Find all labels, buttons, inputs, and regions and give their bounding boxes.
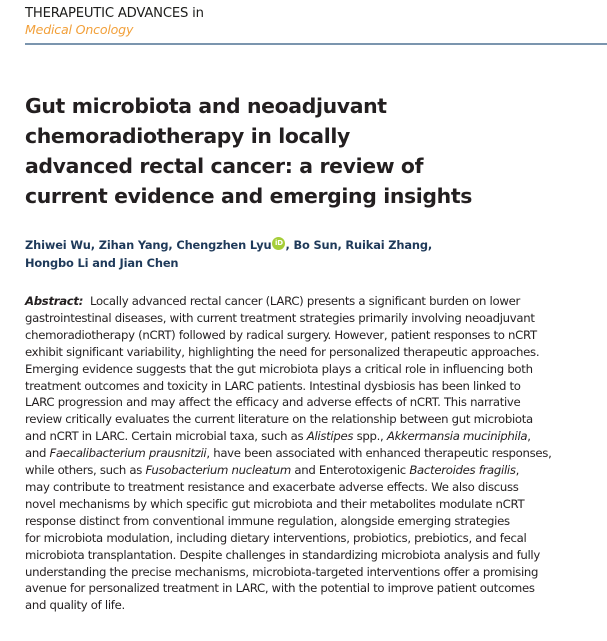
journal-subtitle: Medical Oncology	[25, 22, 134, 37]
abstract-line: Emerging evidence suggests that the gut microbiota plays a critical role in influencing both	[25, 361, 533, 376]
abstract-text: spp.,	[353, 429, 387, 444]
article-title	[25, 91, 585, 211]
abstract-line: may contribute to treatment resistance and exacerbate adverse effects. We also discuss	[25, 479, 519, 494]
author-list	[25, 236, 585, 272]
title-line: chemoradiotherapy in locally	[25, 124, 350, 148]
abstract-line	[25, 293, 605, 310]
taxon-name: Akkermansia muciniphila	[386, 429, 528, 444]
abstract-label: Abstract:	[25, 294, 84, 308]
title-line: current evidence and emerging insights	[25, 184, 473, 208]
taxon-name: Alistipes	[306, 429, 354, 444]
abstract-line: review critically evaluates the current literature on the relationship between gut microbiota	[25, 412, 533, 427]
abstract-line: chemoradiotherapy (nCRT) followed by radical surgery. However, patient responses to nCRT	[25, 327, 537, 342]
abstract-line: and quality of life.	[25, 598, 125, 613]
abstract-line: treatment outcomes and toxicity in LARC patients. Intestinal dysbiosis has been linked to	[25, 378, 521, 393]
abstract-text: , have been associated with enhanced therapeutic responses,	[206, 446, 552, 461]
abstract-text: and	[25, 446, 50, 461]
journal-header	[25, 6, 204, 38]
abstract-line: LARC progression and may affect the efficacy and adverse effects of nCRT. This narrative	[25, 395, 521, 410]
abstract-text: and Enterotoxigenic	[291, 463, 410, 478]
abstract	[25, 293, 605, 614]
abstract-line: response distinct from conventional immune regulation, alongside emerging strategies	[25, 513, 510, 528]
orcid-icon[interactable]: iD	[272, 237, 285, 250]
author-names: Zhiwei Wu, Zihan Yang, Chengzhen Lyu	[25, 238, 272, 252]
author-line: Hongbo Li and Jian Chen	[25, 256, 179, 270]
title-line: advanced rectal cancer: a review of	[25, 154, 424, 178]
abstract-text: ,	[515, 463, 520, 478]
author-names: , Bo Sun, Ruikai Zhang,	[285, 238, 433, 252]
abstract-text: and nCRT in LARC. Certain microbial taxa, such as	[25, 429, 307, 444]
abstract-line: microbiota transplantation. Despite challenges in standardizing microbiota analysis and fully	[25, 547, 540, 562]
taxon-name: Bacteroides fragilis	[409, 463, 516, 478]
title-line: Gut microbiota and neoadjuvant	[25, 94, 387, 118]
abstract-line: gastrointestinal diseases, with current treatment strategies primarily involving neoadjuvant	[25, 310, 535, 325]
abstract-line: avenue for personalized treatment in LARC, with the potential to improve patient outcomes	[25, 581, 535, 596]
author-line	[25, 236, 585, 254]
abstract-text: ,	[527, 429, 531, 444]
abstract-text: while others, such as	[25, 463, 146, 478]
abstract-line: exhibit significant variability, highlighting the need for personalized therapeutic approaches.	[25, 344, 540, 359]
header-rule	[25, 43, 607, 45]
abstract-line	[25, 445, 605, 462]
abstract-line: understanding the precise mechanisms, microbiota-targeted interventions offer a promising	[25, 564, 539, 579]
abstract-line: novel mechanisms by which specific gut microbiota and their metabolites modulate nCRT	[25, 496, 525, 511]
taxon-name: Fusobacterium nucleatum	[145, 463, 291, 478]
journal-name: THERAPEUTIC ADVANCES in	[25, 6, 204, 21]
abstract-line	[25, 428, 605, 445]
taxon-name: Faecalibacterium prausnitzii	[49, 446, 207, 461]
abstract-line	[25, 462, 605, 479]
abstract-text: Locally advanced rectal cancer (LARC) presents a significant burden on lower	[89, 294, 521, 308]
abstract-line: for microbiota modulation, including dietary interventions, probiotics, prebiotics, and fecal	[25, 530, 527, 545]
